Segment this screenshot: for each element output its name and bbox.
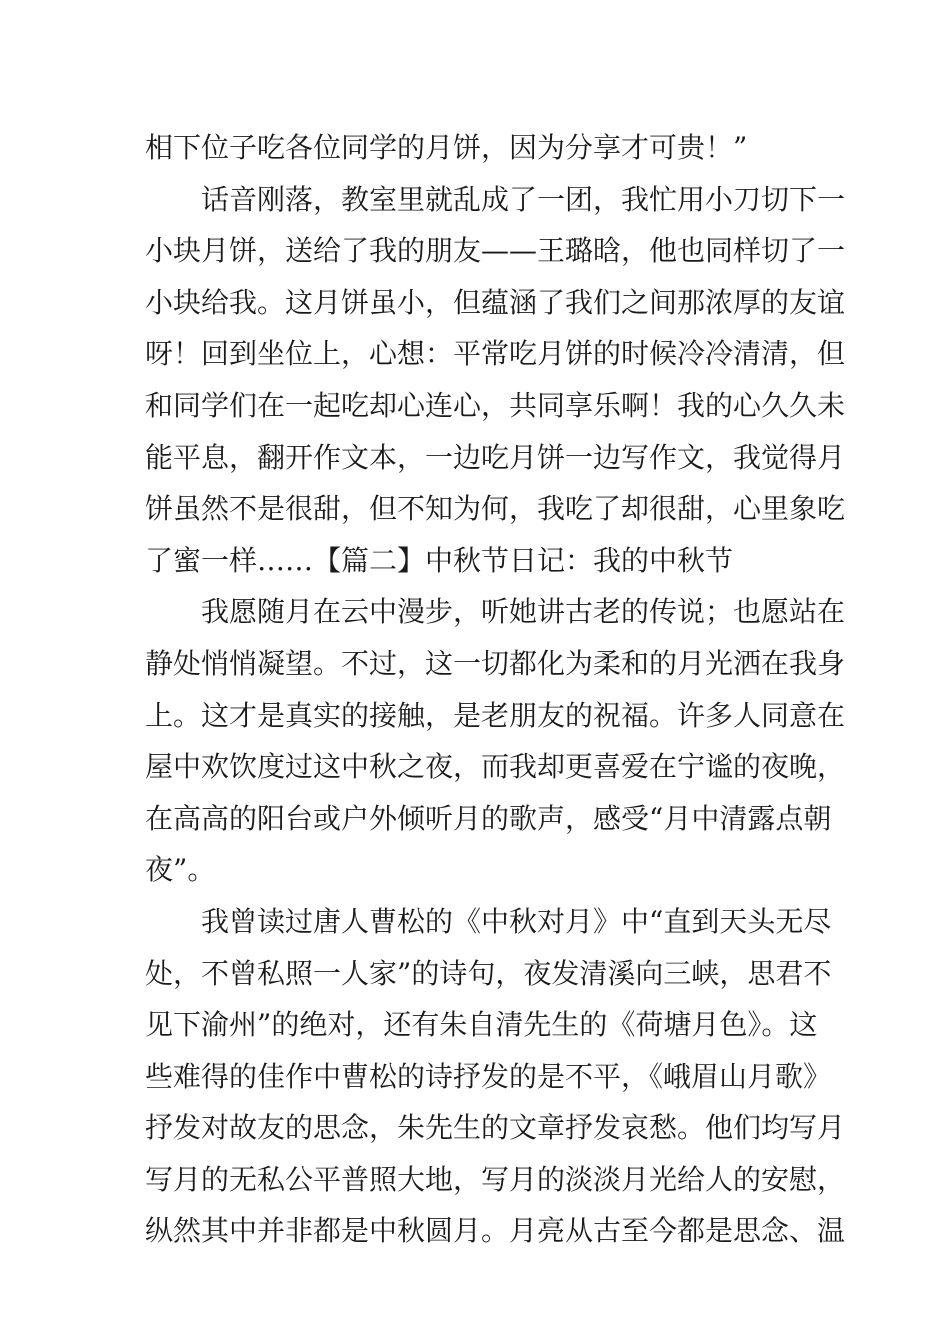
text-line: 相下位子吃各位同学的月饼，因为分享才可贵！” (145, 131, 748, 164)
text-line: 我愿随月在云中漫步，听她讲古老的传说；也愿站在 (201, 595, 846, 629)
text-line: 纵然其中并非都是中秋圆月。月亮从古至今都是思念、温 (145, 1214, 846, 1248)
text-line: 呀！回到坐位上，心想：平常吃月饼的时候冷冷清清，但 (145, 337, 846, 371)
text-line: 小块月饼，送给了我的朋友——王璐晗，他也同样切了一 (145, 234, 846, 268)
text-line: 饼虽然不是很甜，但不知为何，我吃了却很甜，心里象吃 (145, 492, 846, 526)
body-text (145, 122, 846, 1257)
text-line: 在高高的阳台或户外倾听月的歌声，感受“月中清露点朝 (145, 801, 832, 835)
text-line: 些难得的佳作中曹松的诗抒发的是不平，《峨眉山月歌》 (145, 1059, 832, 1093)
text-line: 抒发对故友的思念，朱先生的文章抒发哀愁。他们均写月 (145, 1111, 846, 1145)
text-line: 屋中欢饮度过这中秋之夜，而我却更喜爱在宁谧的夜晚， (145, 750, 846, 784)
text-line: 和同学们在一起吃却心连心，共同享乐啊！我的心久久未 (145, 388, 846, 422)
text-line: 小块给我。这月饼虽小，但蕴涵了我们之间那浓厚的友谊 (145, 285, 846, 319)
text-line: 我曾读过唐人曹松的《中秋对月》中“直到天头无尽 (201, 904, 832, 938)
text-line: 静处悄悄凝望。不过，这一切都化为柔和的月光洒在我身 (145, 646, 846, 680)
text-line: 处，不曾私照一人家”的诗句，夜发清溪向三峡，思君不 (145, 956, 832, 990)
text-line: 上。这才是真实的接触，是老朋友的祝福。许多人同意在 (145, 698, 846, 732)
text-line: 夜”。 (145, 853, 216, 887)
text-line: 话音刚落，教室里就乱成了一团，我忙用小刀切下一 (201, 182, 846, 216)
text-line: 见下渝州”的绝对，还有朱自清先生的《荷塘月色》。这 (145, 1008, 818, 1042)
text-line: 能平息，翻开作文本，一边吃月饼一边写作文，我觉得月 (145, 440, 846, 474)
text-line: 写月的无私公平普照大地，写月的淡淡月光给人的安慰， (145, 1162, 846, 1196)
text-line: 了蜜一样……【篇二】中秋节日记：我的中秋节 (145, 543, 734, 577)
